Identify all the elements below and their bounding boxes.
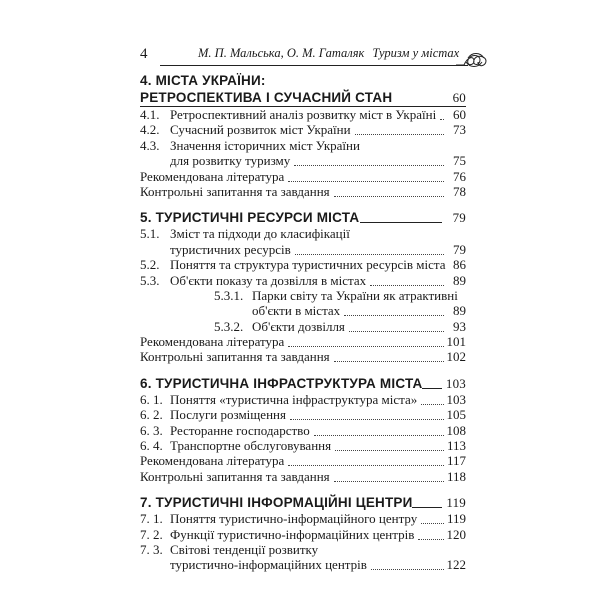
chapter-page: 60 [452, 90, 466, 105]
entry-number: 6. 3. [140, 422, 163, 438]
leader-dots [344, 303, 444, 316]
knot-ornament-icon [456, 48, 488, 70]
entry-title: Функції туристично-інформаційних центрів [170, 526, 415, 542]
leader-dots [334, 184, 444, 197]
chapter-title-line [140, 89, 466, 107]
toc-entry [140, 557, 466, 572]
entry-number: 5.3. [140, 272, 160, 288]
chapter-section [140, 209, 466, 365]
entry-title: Послуги розміщення [170, 407, 286, 423]
toc-entry [140, 542, 466, 557]
toc-entry [140, 257, 466, 272]
entry-page: 120 [446, 526, 466, 542]
entry-title: Поняття та структура туристичних ресурсів міста [170, 257, 446, 273]
entry-title: Транспортне обслуговування [170, 438, 332, 454]
toc-entry [140, 138, 466, 153]
entry-title: Об'єкти показу та дозвілля в містах [170, 272, 367, 288]
leader-dots [334, 469, 444, 482]
entry-number: 7. 2. [140, 526, 163, 542]
leader-dots [334, 349, 444, 362]
chapter-page: 103 [445, 375, 466, 391]
entry-number: 5.3.2. [214, 318, 244, 334]
leader-dots [421, 392, 444, 405]
toc-entry [140, 349, 466, 364]
leader-dots [288, 453, 444, 466]
leader-dots [288, 334, 444, 347]
entry-title: Ресторанне господарство [170, 422, 310, 438]
leader-dots [422, 375, 442, 389]
running-title [198, 46, 459, 61]
entry-page: 117 [446, 453, 466, 469]
chapter-title-text: 6. ТУРИСТИЧНА ІНФРАСТРУКТУРА МІСТА [140, 375, 423, 391]
toc-entry [140, 511, 466, 526]
entry-title: Контрольні запитання та завдання [140, 468, 330, 484]
entry-page: 108 [446, 422, 466, 438]
toc-entry [140, 169, 466, 184]
entry-page: 118 [446, 468, 466, 484]
toc-entry [140, 153, 466, 168]
leader-dots [290, 407, 444, 420]
entry-title: об'єкти в містах [252, 303, 341, 319]
entry-page: 105 [446, 407, 466, 423]
section-gap [140, 199, 466, 209]
entry-title: туристично-інформаційних центрів [170, 557, 367, 573]
entry-page: 78 [453, 183, 466, 199]
entry-number: 5.1. [140, 226, 160, 242]
chapter-title-line [140, 209, 466, 226]
entry-number: 6. 4. [140, 438, 163, 454]
entry-number: 4.2. [140, 122, 160, 138]
leader-dots [314, 423, 444, 436]
entry-page: 75 [453, 153, 466, 169]
section-gap [140, 484, 466, 494]
entry-page: 101 [446, 334, 466, 350]
entry-page: 122 [446, 557, 466, 573]
entry-page: 89 [453, 303, 466, 319]
chapter-title-line [140, 72, 466, 89]
page-number: 4 [140, 46, 148, 62]
leader-dots [421, 511, 444, 524]
entry-title: для розвитку туризму [170, 153, 291, 169]
entry-page: 86 [453, 257, 466, 273]
leader-dots [371, 557, 444, 570]
entry-title: Об'єкти дозвілля [252, 318, 345, 334]
toc-entry [140, 122, 466, 137]
toc-entry [140, 423, 466, 438]
entry-number: 5.3.1. [214, 287, 244, 303]
toc-entry [140, 407, 466, 422]
toc-entry [140, 226, 466, 241]
toc-entry [140, 303, 466, 318]
entry-title: Контрольні запитання та завдання [140, 183, 330, 199]
entry-title: Ретроспективний аналіз розвитку міст в Україні [170, 107, 437, 122]
leader-dots [335, 438, 444, 451]
leader-dots [295, 242, 444, 255]
entry-number: 4.1. [140, 107, 160, 122]
entry-title: Поняття «туристична інфраструктура міста» [170, 391, 418, 407]
leader-dots [370, 273, 444, 286]
chapter-section [140, 375, 466, 484]
chapter-title-line [140, 375, 466, 392]
leader-dots [440, 107, 444, 120]
chapter-page: 119 [446, 495, 466, 511]
toc-entry [140, 392, 466, 407]
toc-entry [140, 334, 466, 349]
entry-title: Зміст та підходи до класифікації [170, 226, 350, 242]
entry-title: Значення історичних міст України [170, 137, 360, 153]
leader-dots [288, 169, 444, 182]
toc-entry [140, 273, 466, 288]
entry-page: 79 [453, 241, 466, 257]
chapter-title-line [140, 494, 466, 511]
entry-number: 7. 1. [140, 511, 163, 527]
entry-title: Поняття туристично-інформаційного центру [170, 511, 418, 527]
entry-number: 7. 3. [140, 541, 163, 557]
leader-dots [349, 319, 444, 332]
header-rule [160, 65, 468, 66]
entry-number: 6. 2. [140, 407, 163, 423]
toc-entry [140, 107, 466, 122]
entry-page: 103 [446, 391, 466, 407]
chapter-title-text: 7. ТУРИСТИЧНІ ІНФОРМАЦІЙНІ ЦЕНТРИ [140, 495, 413, 511]
chapter-title-text: РЕТРОСПЕКТИВА І СУЧАСНИЙ СТАН [140, 90, 393, 105]
chapter-title-text: 5. ТУРИСТИЧНІ РЕСУРСИ МІСТА [140, 210, 360, 226]
entry-number: 4.3. [140, 137, 160, 153]
entry-title: Рекомендована література [140, 453, 285, 469]
running-header [140, 46, 480, 68]
entry-title: Парки світу та України як атрактивні [252, 287, 458, 303]
chapter-section [140, 72, 466, 199]
entry-page: 89 [453, 272, 466, 288]
toc-entry [140, 184, 466, 199]
authors: М. П. Мальська, О. М. Гаталяк [198, 46, 365, 60]
toc-entry [140, 527, 466, 542]
chapter-page: 79 [452, 210, 466, 226]
entry-page: 102 [446, 349, 466, 365]
leader-dots [412, 494, 442, 508]
toc-entry [140, 469, 466, 484]
entry-page: 73 [453, 122, 466, 138]
section-gap [140, 365, 466, 375]
chapter-title-text: 4. МІСТА УКРАЇНИ: [140, 73, 266, 88]
leader-dots [355, 122, 444, 135]
entry-title: Рекомендована література [140, 168, 285, 184]
entry-title: туристичних ресурсів [170, 241, 291, 257]
chapter-section [140, 494, 466, 573]
entry-page: 93 [453, 318, 466, 334]
entry-page: 60 [453, 107, 466, 122]
entry-page: 119 [446, 511, 466, 527]
entry-page: 76 [453, 168, 466, 184]
entry-title: Контрольні запитання та завдання [140, 349, 330, 365]
toc-entry [140, 288, 466, 303]
book-title: Туризм у містах [372, 46, 460, 60]
entry-title: Сучасний розвиток міст України [170, 122, 351, 138]
leader-dots [294, 153, 444, 166]
entry-page: 113 [446, 438, 466, 454]
leader-dots [360, 209, 442, 223]
leader-dots [418, 527, 444, 540]
entry-title: Рекомендована література [140, 334, 285, 350]
toc-entry [140, 242, 466, 257]
entry-title: Світові тенденції розвитку [170, 541, 319, 557]
toc-entry [140, 438, 466, 453]
entry-number: 6. 1. [140, 391, 163, 407]
toc-entry [140, 319, 466, 334]
table-of-contents [140, 72, 466, 573]
toc-entry [140, 453, 466, 468]
entry-number: 5.2. [140, 257, 160, 273]
